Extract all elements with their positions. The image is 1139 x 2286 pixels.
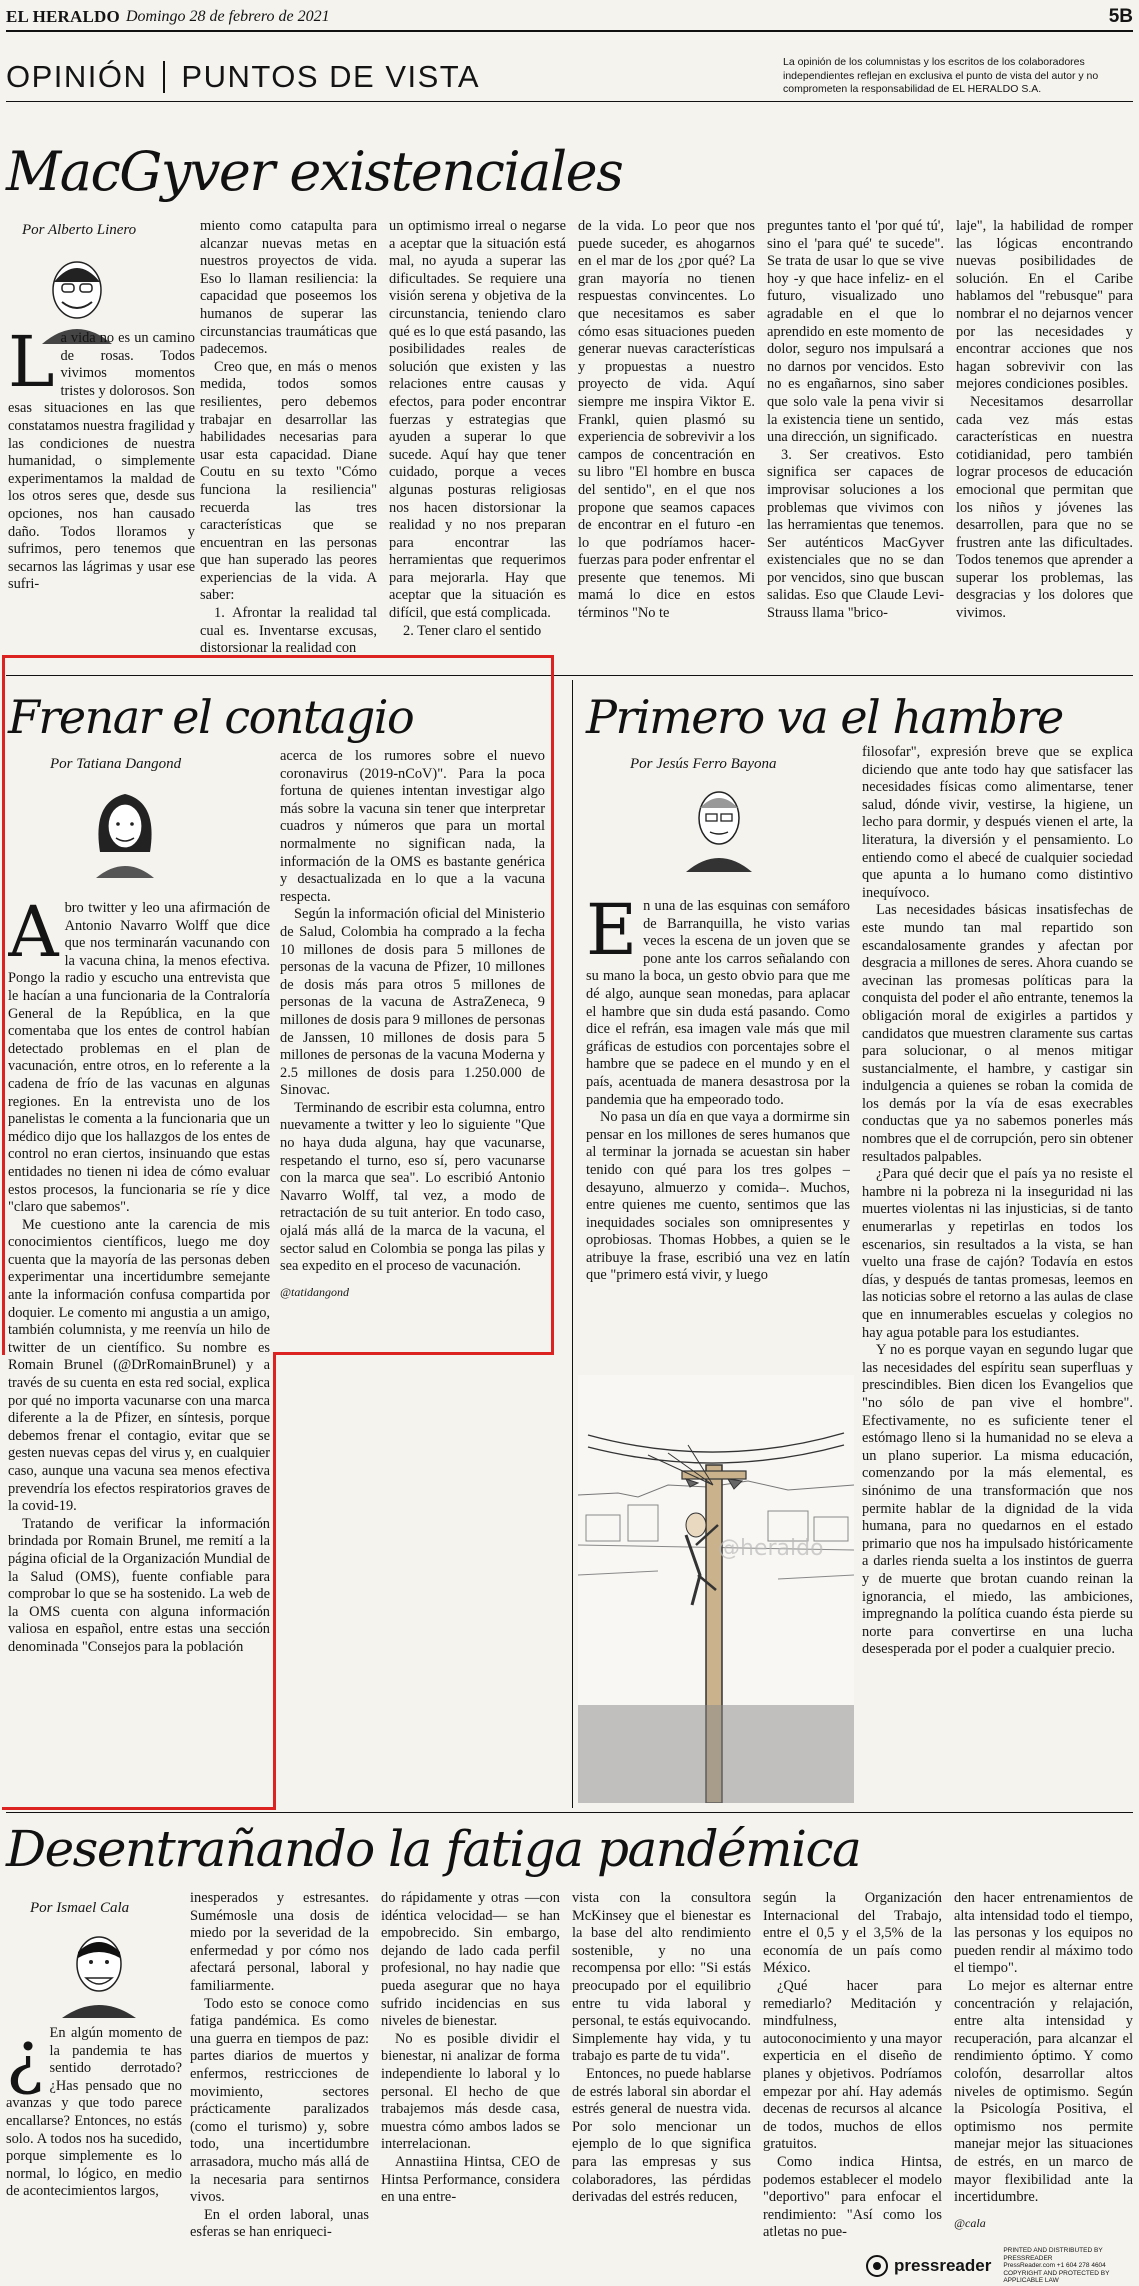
article1-columns [200,218,1133,675]
paragraph: 1. Afrontar la realidad tal cual es. Inventarse excusas, distorsionar la realidad con [200,605,377,657]
paragraph: Todo esto se conoce como fatiga pandémica. Es como una guerra en tiempos de paz: partes diarios de muertos y enfermos, restricciones de movimiento, sectores prácticamente paralizados (como el turismo) y, sobre todo, una incertidumbre arrasadora, mucho más allá de la necesaria para sentirnos vivos. [190,1995,369,2206]
article2-col2-wrap [280,748,545,1348]
headline-macgyver: MacGyver existenciales [6,140,623,203]
paragraph: Entonces, no puede hablarse de estrés laboral sin abordar el estrés general de nuestra vida. Por solo mencionar un ejemplo de lo que significa para las empresas y sus colaboradores, las pérdidas derivadas del estrés reducen, [572,2065,751,2206]
paragraph: Y no es porque vayan en segundo lugar que las necesidades del espíritu sean superfluas y prescindibles. Bien dicen los Evangelios que "no sólo de pan vive el hombre". Efectivamente, no es suficiente tener el estómago lleno si la humanidad no se eleva a un plano superior. La misma educación, comenzando por la más elemental, es sinónimo de una transformación que nos permite hablar de la dignidad de la vida humana, para no quedarnos en el estado primario que nos ha impulsado históricamente a darles rienda suelta a los instintos de guerra y de muerte que brotan cuando reinan la ignorancia, el miedo, las ambiciones, impregnando la política cuando ésta pierde su norte para convertirse en una lucha desesperada por el poder a cualquier precio. [862,1342,1133,1658]
paragraph: ¿Para qué decir que el país ya no resiste el hambre ni la pobreza ni la inseguridad ni las muertes violentas ni las injusticias, si de tanto enumerarlas y repetirlas en todos los escenarios, sin resultados a la vista, se han vuelto una frase de cajón? Todavía en estos días, y después de tantas promesas, leemos en las noticias sobre el retorno a las aulas de clase que en innumerables escuelas y colegios no hay agua potable para los estudiantes. [862,1166,1133,1341]
fineprint-line-2: PressReader.com +1 604 278 4604 [1003,2262,1106,2270]
pressreader-footer [866,2247,1134,2285]
paragraph: 2. Tener claro el sentido [403,622,542,639]
paragraph: filosofar", expresión breve que se explica diciendo que ante todo hay que satisfacer las necesidades físicas como alimentarse, tener salud, dónde vivir, vestirse, la higiene, un lecho para dormir, y después vienen el arte, la literatura, la diversión y el pensamiento. Lo entiendo como el abecé de cualquier sociedad que apunta a lo humano como distintivo inequívoco. [862,744,1133,901]
editorial-cartoon [578,1375,854,1803]
byline-cala: Por Ismael Cala [30,1900,130,1916]
headline-desentranando: Desentrañando la fatiga pandémica [6,1820,861,1878]
paragraph: laje", la habilidad de romper las lógicas encontrando nuevas posibilidades de solución. En el Caribe hablamos del "rebusque" para nombrar el no dejarnos vencer por las necesidades y encontrar acciones que nos hagan sobrevivir con las mejores condiciones posibles. [956,218,1133,393]
fineprint-line-3: COPYRIGHT AND PROTECTED BY APPLICABLE LAW [1003,2269,1110,2285]
paragraph: Creo que, en más o menos medida, todos somos resilientes, pero debemos trabajar en desarrollar las habilidades necesarias para usar esta capacidad. Diane Coutu en su texto "Cómo funciona la resiliencia" recuerda las tres características que se encuentran en las personas que han superado las peores experiencias de la vida. A saber: [200,358,377,604]
article4-column-1 [6,2025,182,2250]
highlight-frame-step [276,1352,554,1355]
headline-frenar: Frenar el contagio [8,690,414,744]
article1-col1-wrap [8,330,195,675]
author-portrait-cala [56,1922,142,2018]
article4-columns [190,1890,1133,2250]
byline-dangond: Por Tatiana Dangond [50,756,182,772]
paragraph: No pasa un día en que vaya a dormirme sin pensar en los millones de seres humanos que al terminar la jornada se acuestan sin haber tenido con qué para los tres golpes –desayuno, almuerzo y comida–. Muchos, entre quienes me cuento, sentimos que las inequidades sociales son omnipresentes y oprobiosas. Thomas Hobbes, a quien se le atribuye la frase, escribió una vez en latín que "primero está vivir, y luego [586,1109,850,1284]
section-bar [6,52,1133,102]
paragraph: miento como catapulta para alcanzar nuevas metas en nuestros proyectos de vida. Eso lo llaman resiliencia: la capacidad que poseemos los humanos de superar las circunstancias traumáticas que padecemos. [200,218,377,358]
article2-col1-wrap [8,900,270,1800]
paragraph: 3. Ser creativos. Esto significa ser capaces de improvisar soluciones a los problemas que vivimos con las herramientas que tenemos. Ser auténticos MacGyver existenciales que no se dan por vencidos, sino que buscan salidas. Eso que Claude Levi-Strauss llama "brico- [767,446,944,622]
highlight-frame-bottom [2,1807,276,1810]
paragraph: de la vida. Lo peor que nos puede suceder, es ahogarnos en el mar de los ¿por qué? La gran mayoría no tienen respuestas convincentes. Lo que necesitamos es saber cómo esas situaciones pueden generar nuevas características y propuestas a nuestro proyecto de vida. Aquí siempre me inspira Viktor E. Frankl, quien plasmó su experiencia de sobrevivir a los campos de concentración en su libro "El hombre en busca del sentido", en el que nos propone que seamos capaces de encontrar en el futuro -en lo que podríamos hacer- fuerzas para poder enfrentar el presente que tenemos. Mi mamá lo dice en estos términos "No te [578,218,755,622]
paragraph: n una de las esquinas con semáforo de Barranquilla, he visto varias veces la escena de un joven que se pone ante los carros señalando con su mano la boca, un gesto obvio para que me dé algo, aunque sean monedas, para aplacar el hambre que sin duda está pasando. Como dice el refrán, esa imagen vale más que mil gráficas de estudios con porcentajes sobre el hambre que se padece en el mundo y en el país, acentuada de manera desastrosa por la pandemia que ha empeorado todo. [586,898,850,1108]
paragraph: den hacer entrenamientos de alta intensidad todo el tiempo, las personas y los equipos no pueden rendir al máximo todo el tiempo". [954,1890,1133,1977]
highlight-frame-right [551,655,554,1355]
dropcap: L [8,330,55,403]
article4-col1-wrap [6,2025,182,2250]
paragraph: un optimismo irreal o negarse a aceptar que la situación está mal, no ayuda a superar las dificultades. Se requiere una visión serena y objetiva de la circunstancia, teniendo claro qué es lo que está pasando, las posibilidades reales de solución que existen y las relaciones entre causas y efectos, para poder encontrar fuerzas y estrategias que ayuden a superar lo que sucede. Aquí hay que tener cuidado, porque a veces algunas posturas religiosas nos hacen distorsionar la realidad y no nos preparan para encontrar las herramientas que requerimos para mejorarla. Hay que aceptar que la situación es difícil, que está complicada. [389,218,566,622]
paragraph: Tratando de verificar la información brindada por Romain Brunel, me remití a la página oficial de la Organización Mundial de la Salud (OMS), fuente confiable para comprobar lo que se ha sostenido. La web de la OMS cuenta con alguna información valiosa en español, entre estas una sección denominada "Consejos para la población [8,1515,270,1655]
paragraph: Necesitamos desarrollar cada vez más estas características en nuestra cotidianidad, pero también lograr procesos de educación emocional que permitan que los niños y jóvenes las desarrollen, para que no se frustren ante las dificultades. Todos tenemos que aprender a superar los problemas, las desgracias y los dolores que vivimos. [956,393,1133,622]
paragraph: En algún momento de la pandemia te has sentido derrotado? ¿Has pensado que no avanzas y que todo parece encallarse? Entonces, no estás solo. A todos nos ha sucedido, porque simplemente es lo normal, lo lógico, en medio de acontecimientos largos, [6,2025,182,2200]
byline-linero: Por Alberto Linero [22,222,137,238]
paragraph: Las necesidades básicas insatisfechas de este mundo tan mal repartido son escandalosamente grandes y afectan por desgracia a millones de seres. Ahora cuando se avecinan las promesas políticas para la conquista del poder el año entrante, tenemos la obligación moral de exigirles a partidos y candidatos que muestren claramente sus cartas para solucionar, o al menos mitigar sustancialmente, el hambre, y castigar sin indulgencia a quienes se roban la comida de los demás por la vía de esas execrables conductas que ya no sabemos ponerles más nombres que el de corrupción, pero sin obtener resultados palpables. [862,902,1133,1165]
byline-ferro: Por Jesús Ferro Bayona [630,756,777,772]
issue-date: Domingo 28 de febrero de 2021 [125,8,330,25]
highlight-frame-inner [273,1352,276,1810]
separator-rule [6,1812,1133,1813]
article4-column-6 [954,1890,1133,2250]
pressreader-brand: pressreader [894,2256,992,2275]
paragraph: No es posible dividir el bienestar, ni analizar de forma independiente lo laboral y lo personal. El hecho de que trabajemos más desde casa, muestra cómo ambos lados se interrelacionan. [381,2030,560,2153]
dropcap: A [8,900,59,973]
article1-column-6 [956,218,1133,675]
article4-column-5 [763,1890,942,2250]
article4-column-2 [190,1890,369,2250]
paragraph: ¿Qué hacer para remediarlo? Meditación y mindfulness, autoconocimiento y una mayor experticia en el diseño de planes y objetivos. Podríamos empezar por ahí. Hay además decenas de recursos al alcance de todos, muchos de ellos gratuitos. [763,1977,942,2153]
pressreader-logo-icon [866,2255,888,2277]
paragraph: bro twitter y leo una afirmación de Antonio Navarro Wolff que dice que nos terminarán vacunando con la vacuna china, la menos efectiva. Pongo la radio y escucho una entrevista que le hacían a una funcionaria de la Contraloría General de la República, en la que comentaba que los entes de control habían detectado problemas en el plan de vacunación, entre otros, en lo referente a la cadena de frío de las vacunas en algunas regiones. En la entrevista uno de los panelistas le comenta a la funcionaria que un médico dijo que los hallazgos de los entes de control no eran ciertos, insinuando que estas entidades no tienen ni idea de cómo evaluar estos procesos, la funcionaria se ríe y dice "claro que sabemos". [8,900,270,1216]
author-handle: @cala [954,2215,986,2230]
paragraph: En el orden laboral, unas esferas se han enriqueci- [190,2206,369,2241]
article3-column-1 [586,898,850,1348]
article1-column-5 [767,218,944,675]
article4-column-4 [572,1890,751,2250]
article1-column-4 [578,218,755,675]
paragraph: Como indica Hintsa, podemos establecer el modelo "deportivo" para enfocar el rendimiento: "Así como los atletas no pue- [763,2153,942,2241]
paragraph: vista con la consultora McKinsey que el bienestar es la base del alto rendimiento sostenible, y no una recompensa por ello: "Si estás preocupado por el equilibrio entre tu vida laboral y personal, te estás equivocando. Simplemente hay vida, y tu trabajo es parte de tu vida". [572,1890,751,2065]
article4-column-3 [381,1890,560,2250]
column-divider [572,680,573,1808]
author-handle: @tatidangond [280,1284,350,1299]
paragraph: acerca de los rumores sobre el nuevo coronavirus (2019-nCoV)". Para la poca fortuna de quienes intentan investigar algo más sobre la vacuna sin tener que interpretar cuadros y números que para un mortal normalmente no significan nada, la información de la OMS es bastante genérica y desactualizada en lo que a la vacuna respecta. [280,748,545,905]
paragraph: inesperados y estresantes. Sumémosle una dosis de miedo por la severidad de la enfermedad y por cómo nos afectará personal, laboral y familiarmente. [190,1890,369,1994]
author-portrait-ferro [676,776,762,872]
article3-column-2 [862,744,1133,1804]
paragraph: Lo mejor es alternar entre concentración y relajación, entre alta intensidad y recuperación, para alcanzar el rendimiento óptimo. Y como colofón, desarrollar altos niveles de optimismo. Según la Psicología Positiva, el optimismo nos permite manejar mejor las situaciones de estrés, en un marco de mayor flexibilidad ante la incertidumbre. [954,1977,1133,2206]
paragraph: según la Organización Internacional del Trabajo, entre el 0,5 y el 3,5% de la economía de un país como México. [763,1890,942,1977]
article1-column-3 [389,218,566,675]
newspaper-name: EL HERALDO [6,7,120,26]
article2-column-1 [8,900,270,1800]
section-title: OPINIÓN [6,58,148,94]
pressreader-fineprint [1003,2247,1113,2284]
article3-col1-wrap [586,898,850,1348]
paragraph: Terminando de escribir esta columna, entro nuevamente a twitter y leo lo siguiente "Que no haya duda alguna, hay que vacunarse, respetando el turno, eso sí, pero vacunarse con la marca que sea". Lo escribió Antonio Navarro Wolff, tal vez, a modo de retractación de su tuit anterior. En todo caso, ojalá más allá de la marca de la vacuna, el sector salud en Colombia se ponga las pilas y sea expedito en el proceso de vacunación. [280,1099,545,1275]
masthead [6,4,1133,32]
paragraph: a vida no es un camino de rosas. Todos vivimos momentos tristes y dolorosos. Son esas situaciones en las que constatamos nuestra fragilidad y las condiciones de nuestra humanidad, o simplemente experimentamos la maldad de los otros seres que, desde sus opciones, nos han causado daño. Todos lloramos y sufrimos, pero tenemos que secarnos las lágrimas y usar ese sufri- [8,330,195,593]
dropcap: E [586,898,638,971]
article1-column-1 [8,330,195,675]
paragraph: Me cuestiono ante la carencia de mis conocimientos científicos, luego me doy cuenta que la mayoría de las personas deben experimentar una incertidumbre semejante ante la información confusa compartida por doquier. Le comento mi angustia a un amigo, también columnista, y me reenvía un hilo de twitter de un científico. Su nombre es Romain Brunel (@DrRomainBrunel) y a través de su cuenta en esta red social, explica por qué no importa vacunarse con una marca diferente a la de Pfizer, en síntesis, porque debemos frenar el contagio, evitar que se gesten nuevas cepas del virus y, en cualquier caso, aunque una vacuna sea menos efectiva prevendría los efectos respiratorios graves de la covid-19. [8,1216,270,1515]
author-portrait-dangond [82,782,168,878]
headline-primero: Primero va el hambre [586,690,1063,744]
paragraph: preguntes tanto el 'por qué tú', sino el 'para qué' te sucede". Se trata de usar lo que se vive hoy -y que hace infeliz- en el futuro, visualizado uno agradable en el que lo aprendido en este momento de dolor, seguro nos impulsará a no darnos por vencidos. Esto no es engañarnos, sino saber que solo vale la pena vivir si la existencia tiene un sentido, una dirección, un significado. [767,218,944,446]
fineprint-line-1: PRINTED AND DISTRIBUTED BY PRESSREADER [1003,2247,1103,2262]
section-divider [163,61,165,93]
cartoon-watermark: @heraldo [718,1536,824,1561]
paragraph: do rápidamente y otras —con idéntica velocidad— se han empobrecido. Sin embargo, dejando de lado cada perfil profesional, no hay nadie que pueda asegurar que no haya sufrido incidencias en sus niveles de bienestar. [381,1890,560,2030]
article2-column-2 [280,748,545,1348]
paragraph: Annastiina Hintsa, CEO de Hintsa Performance, considera en una entre- [381,2153,560,2206]
section-subtitle: PUNTOS DE VISTA [181,58,481,94]
article1-column-2 [200,218,377,675]
page-number: 5B [1108,6,1133,27]
dropcap: ¿ [6,2025,44,2098]
paragraph: Según la información oficial del Ministerio de Salud, Colombia ha comprado a la fecha 10 millones de dosis para 5 millones de personas de la vacuna de Pfizer, 10 millones de dosis más para otros 5 millones de personas de la vacuna de AstraZeneca, 9 millones de dosis para 9 millones de personas de Janssen, 10 millones de dosis para 5 millones de personas de la vacuna Moderna y 2.5 millones de dosis para 1.250.000 de Sinovac. [280,906,545,1099]
disclaimer-note: La opinión de los columnistas y los escritos de los colaboradores independientes reflejan en exclusiva el punto de vista del autor y no comprometen la responsabilidad de EL HERALDO S.A. [783,56,1099,96]
article3-col2-wrap [862,744,1133,1804]
